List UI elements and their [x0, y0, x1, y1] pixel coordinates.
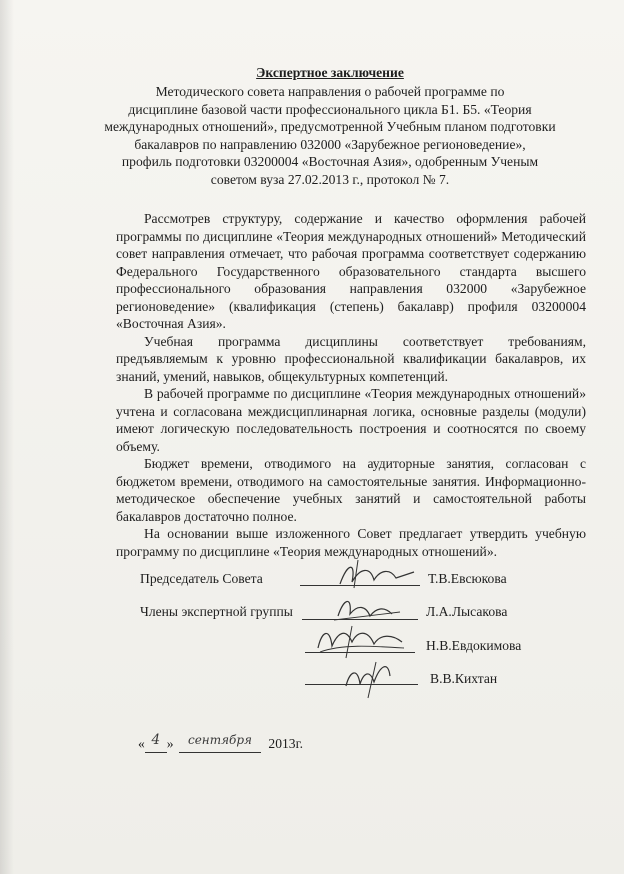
page-edge-shadow [0, 0, 14, 874]
intro-line: советом вуза 27.02.2013 г., протокол № 7. [210, 171, 450, 187]
body-paragraph: Рассмотрев структуру, содержание и качество оформления рабочей программы по дисциплине «Теория международных отношений» Методический совет направления отмечает, что рабочая программа соответствует содержанию Федерального Государственного образовательного стандарта высшего профессионального образования направления 032000 «Зарубежное регионоведение» (квалификация (степень) бакалавр) профиля 03200004 «Восточная Азия». [116, 211, 586, 331]
member3-signature [340, 656, 410, 700]
member3-name: В.В.Кихтан [430, 671, 498, 686]
body-paragraph: Учебная программа дисциплины соответствует требованиям, предъявляемым к уровню профессиональной квалификации бакалавров, их знаний, умений, навыков, общекультурных компетенций. [116, 333, 586, 384]
member2-name: Н.В.Евдокимова [426, 638, 522, 653]
date-month-field [179, 733, 261, 753]
date-month: сентября [187, 733, 252, 747]
document-date [138, 732, 304, 753]
intro-line: профиль подготовки 03200004 «Восточная Азия», одобренным Ученым [121, 154, 539, 169]
date-day-field [145, 732, 167, 753]
intro-line: бакалавров по направлению 032000 «Зарубежное регионоведение», [134, 136, 526, 152]
date-day: 4 [151, 732, 161, 748]
member1-signature [330, 592, 410, 626]
date-close-quote: » [166, 736, 174, 751]
intro-line: международных отношений», предусмотренной Учебным планом подготовки [104, 119, 556, 134]
document-body [116, 210, 586, 560]
intro-line: Методического совета направления о рабочей программе по [155, 84, 505, 99]
chair-name: Т.В.Евсюкова [428, 571, 507, 586]
intro-line: дисциплине базовой части профессионального цикла Б1. Б5. «Теория [128, 101, 532, 117]
members-label: Члены экспертной группы [140, 604, 293, 619]
body-paragraph: На основании выше изложенного Совет предлагает утвердить учебную программу по дисциплине «Теория международных отношений». [116, 526, 586, 559]
chair-label: Председатель Совета [140, 571, 263, 586]
member1-name: Л.А.Лысакова [426, 604, 508, 619]
document-title: Экспертное заключение [256, 65, 404, 80]
date-open-quote: « [138, 736, 145, 751]
chair-signature [330, 558, 420, 592]
date-year: 2013г. [268, 736, 304, 751]
body-paragraph: В рабочей программе по дисциплине «Теория международных отношений» учтена и согласована междисциплинарная логика, основные разделы (модули) имеют логическую последовательность построения и соотносятся по своему объему. [116, 386, 586, 454]
body-paragraph: Бюджет времени, отводимого на аудиторные занятия, согласован с бюджетом времени, отводимого на самостоятельные занятия. Информационно-методическое обеспечение учебных занятий и самостоятельной работы бакалавров достаточно полное. [116, 456, 586, 524]
document-intro [60, 83, 600, 188]
